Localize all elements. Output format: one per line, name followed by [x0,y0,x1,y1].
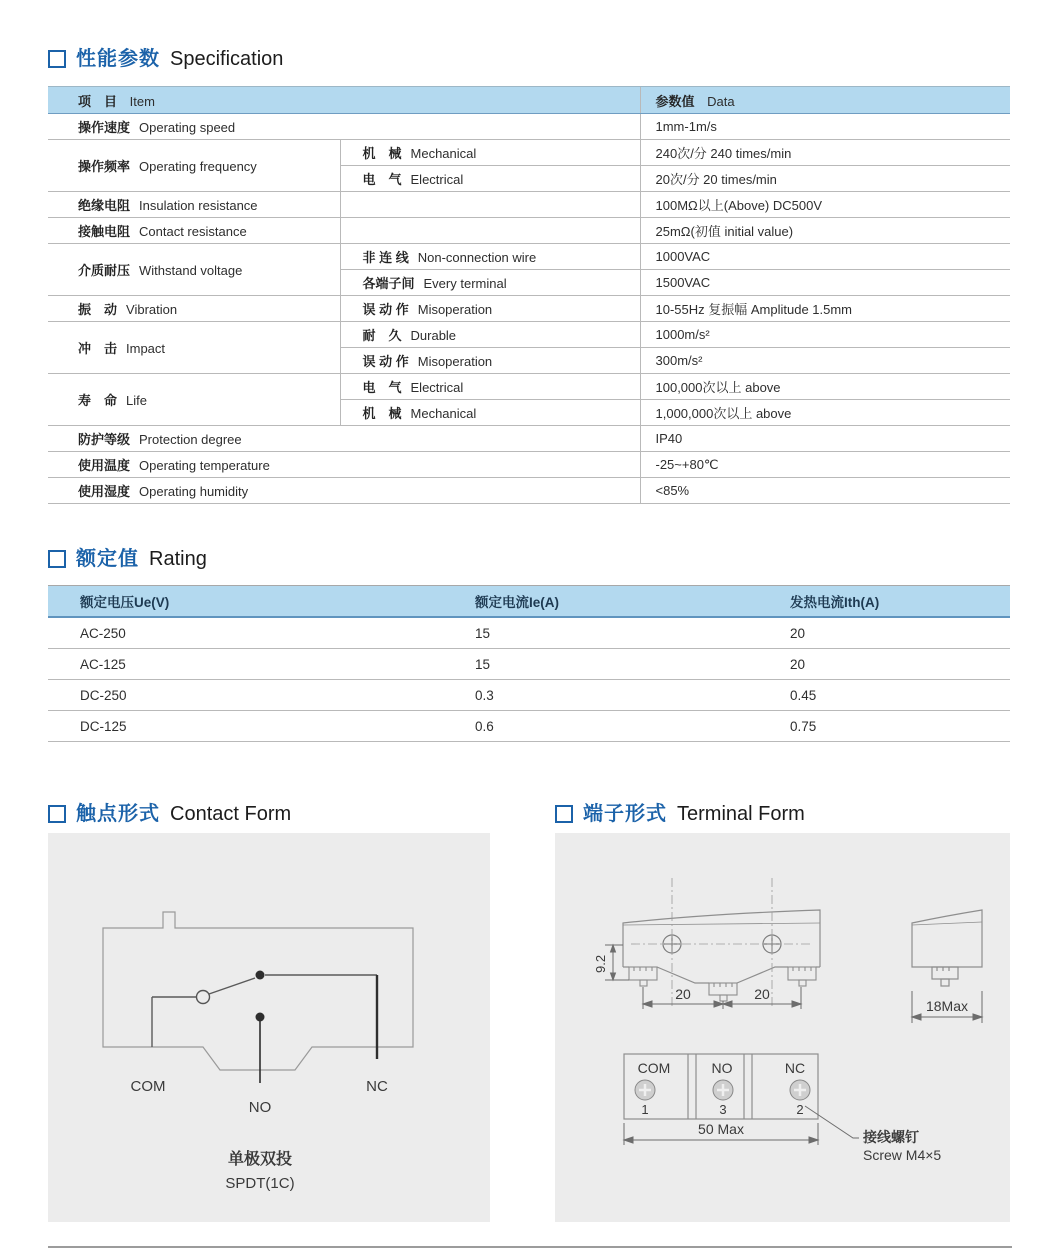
item-en: Insulation resistance [139,198,258,213]
rating-cell: 0.3 [473,680,788,711]
contact-section-title [48,801,291,827]
rating-section-title [48,546,207,572]
rating-row [48,680,1010,711]
data-cell: 100,000次以上 above [640,374,1010,400]
spec-row [48,478,1010,504]
sub-zh: 电 气 [362,172,402,187]
spec-header-item-zh: 项 目 [78,93,118,109]
data-cell: 20次/分 20 times/min [640,166,1010,192]
switch-body-outline [103,912,413,1070]
item-en: Contact resistance [139,224,247,239]
item-zh: 接触电阻 [78,224,131,239]
item-en: Operating speed [139,120,236,135]
block-com-label: COM [637,1060,671,1076]
data-cell: -25~+80℃ [640,452,1010,478]
sub-en: Durable [410,328,457,343]
contact-title-en: Contact Form [170,803,292,825]
square-bullet-icon [48,550,66,568]
square-bullet-icon [555,805,573,823]
rating-row [48,711,1010,742]
rating-header-current: 额定电流Ie(A) [473,586,788,618]
sub-zh: 非 连 线 [362,250,409,265]
dim-height-label: 9.2 [593,954,608,973]
item-zh: 使用湿度 [78,484,131,499]
rating-cell: DC-250 [48,680,473,711]
item-zh: 使用温度 [78,458,131,473]
data-cell: 100MΩ以上(Above) DC500V [640,192,1010,218]
rating-cell: AC-125 [48,649,473,680]
nc-contact-dot [256,971,265,980]
data-cell: 1500VAC [640,270,1010,296]
dim-depth-label: 18Max [925,998,969,1014]
sub-zh: 误 动 作 [362,302,409,317]
data-cell: 1000m/s² [640,322,1010,348]
screw-leader-line [805,1106,859,1138]
rating-title-en: Rating [149,548,207,570]
sub-en: Misoperation [417,354,493,369]
spec-header-item [48,87,640,114]
rating-row [48,617,1010,649]
sub-zh: 机 械 [362,146,402,161]
spec-row [48,374,1010,400]
screw-note-en: Screw M4×5 [863,1147,942,1163]
sub-zh: 电 气 [362,380,402,395]
sub-en: Mechanical [410,146,477,161]
caption-en: SPDT(1C) [225,1175,295,1192]
sub-zh: 误 动 作 [362,354,409,369]
rating-cell: 20 [788,617,1010,649]
contact-title-zh: 触点形式 [76,803,160,825]
block-nc-label: NC [784,1060,806,1076]
spec-header-data-en: Data [707,93,735,109]
block-nc-number: 2 [796,1102,804,1117]
item-zh: 冲 击 [78,341,118,356]
rating-cell: AC-250 [48,617,473,649]
item-zh: 振 动 [78,302,118,317]
rating-cell: 15 [473,649,788,680]
rating-cell: DC-125 [48,711,473,742]
rating-table-header [48,586,1010,618]
rating-cell: 0.6 [473,711,788,742]
spec-title-en: Specification [170,48,284,70]
data-cell: IP40 [640,426,1010,452]
spec-table-header [48,87,1010,114]
data-cell: 25mΩ(初值 initial value) [640,218,1010,244]
item-zh: 介质耐压 [78,263,131,278]
item-zh: 寿 命 [78,393,118,408]
spec-row [48,296,1010,322]
sub-zh: 机 械 [362,406,402,421]
spec-section-title [48,46,283,72]
terminal-section-title [555,801,805,827]
front-terminals [629,967,816,1001]
data-cell: 10-55Hz 复振幅 Amplitude 1.5mm [640,296,1010,322]
dim-20-20 [643,987,801,1009]
spec-header-item-en: Item [129,93,155,109]
item-en: Operating humidity [139,484,249,499]
rating-row [48,649,1010,680]
rating-header-thermal: 发热电流Ith(A) [788,586,1010,618]
side-view-outline [912,910,982,986]
spec-row [48,140,1010,166]
sub-zh: 耐 久 [362,328,402,343]
item-en: Protection degree [139,432,242,447]
rating-title-zh: 额定值 [76,548,139,570]
rating-header-voltage: 额定电压Ue(V) [48,586,473,618]
item-en: Vibration [126,302,178,317]
terminal-title-en: Terminal Form [677,803,805,825]
data-cell: 1,000,000次以上 above [640,400,1010,426]
screw-note-zh: 接线螺钉 [863,1129,919,1145]
spec-row [48,426,1010,452]
spec-row [48,452,1010,478]
sub-zh: 各端子间 [362,276,415,291]
nc-label: NC [366,1078,388,1095]
spec-table [48,86,1010,504]
sub-en: Electrical [410,172,464,187]
spec-title-zh: 性能参数 [76,48,160,70]
contact-form-panel [48,833,490,1222]
centerlines [631,878,811,1009]
item-zh: 操作频率 [78,159,131,174]
data-cell: 1mm-1m/s [640,114,1010,140]
dim-pitch-right-label: 20 [754,986,770,1002]
terminal-screws [635,1080,810,1100]
sub-en: Every terminal [423,276,507,291]
spec-header-data-zh: 参数值 [655,93,695,109]
sub-en: Misoperation [417,302,493,317]
terminal-form-panel [555,833,1010,1222]
dim-pitch-left-label: 20 [675,986,691,1002]
rating-cell: 0.45 [788,680,1010,711]
no-contact-dot [256,1013,265,1022]
pivot-contact [197,991,210,1004]
sub-en: Mechanical [410,406,477,421]
caption-zh: 单极双投 [227,1151,293,1168]
rating-cell: 15 [473,617,788,649]
square-bullet-icon [48,805,66,823]
spec-header-data [640,87,1010,114]
item-zh: 防护等级 [78,432,131,447]
data-cell: 300m/s² [640,348,1010,374]
item-zh: 操作速度 [78,120,131,135]
item-en: Impact [126,341,166,356]
block-no-number: 3 [719,1102,727,1117]
spec-row [48,322,1010,348]
page-bottom-rule [48,1246,1012,1248]
front-view-outline [623,910,820,983]
no-label: NO [248,1099,272,1116]
item-en: Life [126,393,147,408]
rating-cell: 20 [788,649,1010,680]
item-en: Operating temperature [139,458,270,473]
spdt-circuit-diagram [48,833,490,1222]
dim-9-2 [605,945,629,980]
square-bullet-icon [48,50,66,68]
rating-header-row [48,586,1010,618]
spec-row [48,192,1010,218]
dim-width-label: 50 Max [698,1121,744,1137]
block-com-number: 1 [641,1102,649,1117]
spec-row [48,218,1010,244]
terminal-title-zh: 端子形式 [583,803,667,825]
terminal-dimension-drawing [555,833,1010,1222]
item-en: Operating frequency [139,159,257,174]
spec-header-row [48,87,1010,114]
item-zh: 绝缘电阻 [78,198,131,213]
data-cell: 1000VAC [640,244,1010,270]
spec-row [48,114,1010,140]
sub-en: Non-connection wire [417,250,537,265]
com-label: COM [130,1078,166,1095]
data-cell: 240次/分 240 times/min [640,140,1010,166]
data-cell: <85% [640,478,1010,504]
block-no-label: NO [711,1060,733,1076]
spec-row [48,244,1010,270]
item-en: Withstand voltage [139,263,243,278]
rating-cell: 0.75 [788,711,1010,742]
rating-table [48,585,1010,742]
sub-en: Electrical [410,380,464,395]
circuit-wires [152,975,377,1047]
